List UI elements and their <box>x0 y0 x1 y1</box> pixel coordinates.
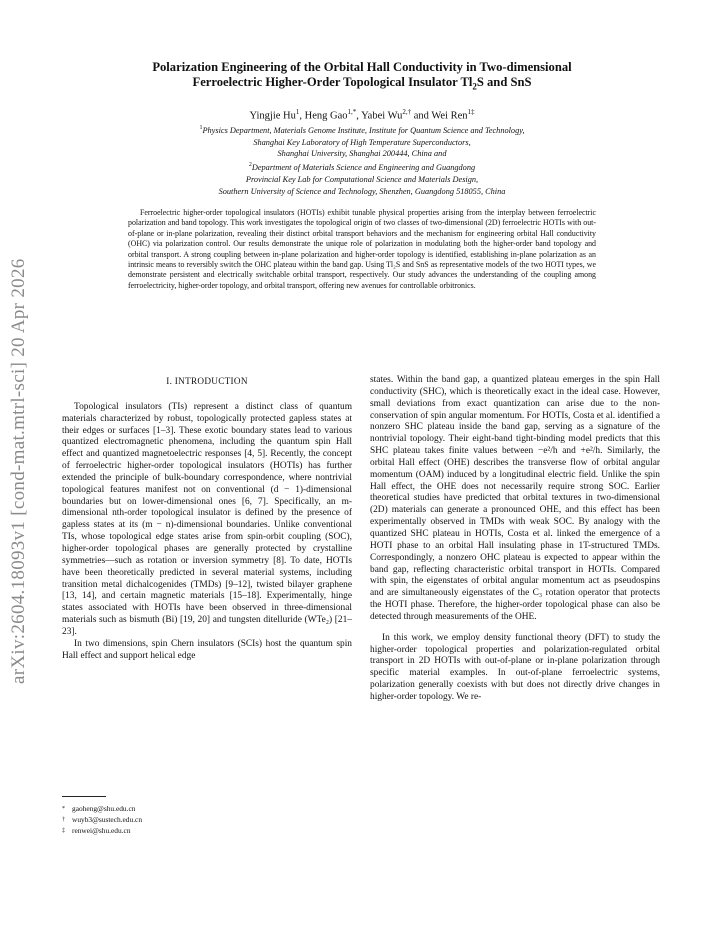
author-name: Yabei Wu <box>361 110 403 122</box>
section-heading: I. INTRODUCTION <box>166 376 248 386</box>
author-name: Heng Gao <box>304 110 348 122</box>
affiliation-line: $^2$Department of Materials Science and Engineering and Guangdong <box>248 162 476 172</box>
footnote: * gaoheng@shu.edu.cn <box>62 804 136 813</box>
author-list: Yingjie Hu$^1$, Heng Gao$^{1,*}$, Yabei $Wu^{2,\dagger}$ and Wei Ren$^{1\ddagger}$ <box>249 108 475 122</box>
footnotes <box>62 804 352 836</box>
affiliation-line: Provincial Key Lab for Computational Science and Materials Design, <box>245 174 479 184</box>
email-link[interactable]: renwei@shu.edu.cn <box>72 825 131 835</box>
paragraph: In this work, we employ density functional theory (DFT) to study the higher-order topological properties and polarization-regulated orbital transport in 2D HOTIs with out-of-plane or in-plane polarization through specific material examples. In out-of-plane ferroelectric systems, polarization generally coexists with but does not directly drive changes in higher-order topology. We re- <box>370 632 660 702</box>
author-name: Yingjie Hu <box>249 110 296 122</box>
arxiv-identifier: arXiv:2604.18093v1 [cond-mat.mtrl-sci] 20 Apr 2026 <box>8 258 29 684</box>
paragraph: Topological insulators (TIs) represent a distinct class of quantum materials characterized by robust, topologically protected gapless states at their edges or surfaces [1–3]. These exotic boundary states lead to various quantized electromagnetic phenomena, including the quantum spin Hall effect and quantized magnetoelectric responses [4, 5]. Recently, the concept of ferroelectric higher-order topological insulators (HOTIs) has further extended the principle of bulk-boundary correspondence, where nontrivial topological features manifest not on conventional (d − 1)-dimensional boundaries but on lower-dimensional ones [6, 7]. Specifically, an m-dimensional nth-order topological insulator is defined by the presence of gapless states at its (m − n)-dimensional boundaries. Unlike conventional TIs, whose topological edge states arise from spin-orbit coupling (SOC), higher-order topological phases are generally protected by crystalline symmetries—such as rotation or inversion symmetry [8]. To date, HOTIs have been theoretically predicted in several material systems, including transition metal dichalcogenides (TMDs) [9–12], twisted bilayer graphene [13, 14], and certain magnetic materials [15–18]. Experimentally, hinge states associated with HOTIs have been observed in three-dimensional materials such as bismuth (Bi) [19, 20] and tungsten ditelluride (WTe₂) [21–23]. <box>62 401 352 637</box>
affiliations <box>110 123 614 197</box>
footnote: ‡ renwei@shu.edu.cn <box>62 825 131 835</box>
affiliation-line: Shanghai Key Laboratory of High Temperature Superconductors, <box>253 137 471 147</box>
affiliation-line: $^1$Physics Department, Materials Genome Institute, Institute for Quantum Science and Technology, <box>199 125 525 135</box>
footnote: † wuyb3@sustech.edu.cn <box>62 814 143 824</box>
email-link[interactable]: wuyb3@sustech.edu.cn <box>72 814 143 824</box>
author-name: Wei Ren <box>431 110 468 122</box>
title-line-1: Polarization Engineering of the Orbital Hall Conductivity in Two-dimensional <box>152 60 572 74</box>
left-column <box>62 370 352 662</box>
paragraph: states. Within the band gap, a quantized plateau emerges in the spin Hall conductivity (SHC), which is theoretically exact in the ideal case. However, small deviations from exact quantization can arise due to the non-conservation of spin angular momentum. For HOTIs, Costa et al. identified a nonzero SHC plateau inside the band gap, serving as a signature of the nontrivial topology. Their eight-band tight-binding model predicts that this SHC plateau takes finite values between −e²/h and +e²/h. Similarly, the orbital Hall effect (OHE) describes the transverse flow of orbital angular momentum (OAM) induced by a longitudinal electric field. Unlike the spin Hall effect, the OHE does not necessarily require strong SOC. Earlier theoretical studies have predicted that orbital textures in two-dimensional (2D) materials can generate a pronounced OHE, and this effect has been experimentally observed in TMDs with weak SOC. By analogy with the quantized SHC plateau in HOTIs, Costa et al. linked the emergence of a HOTI phase to an orbital Hall insulating phase in 1T-structured TMDs. Correspondingly, a nonzero OHC plateau is expected to appear within the band gap, reflecting characteristic orbital transport in HOTIs. Compared with spin, the eigenstates of orbital angular momentum act as pseudospins and are simultaneously eigenstates of the C₃ rotation operator that protects the HOTI phase. Therefore, the higher-order topological phase can also be detected through measurements of the OHE. <box>370 375 660 622</box>
affiliation-line: Southern University of Science and Technology, Shenzhen, Guangdong 518055, China <box>218 186 506 196</box>
abstract: Ferroelectric higher-order topological insulators (HOTIs) exhibit tunable physical properties arising from the interplay between ferroelectric polarization and band topology. This work investigates the topological origin of two classes of two-dimensional (2D) ferroelectric HOTIs with out-of-plane or in-plane polarization, revealing their distinct orbital transport behaviors and the mechanism for engineering orbital Hall conductivity (OHC) via polarization control. Our results demonstrate the unique role of polarization in modulating both the higher-order band topology and orbital transport. A strong coupling between in-plane polarization and higher-order topology is identified, establishing in-plane polarization as an intrinsic means to reversibly switch the OHC plateau within the band gap. Using Tl₂S and SnS as representative models of the two HOTI types, we demonstrate persistent and electrically switchable orbital transport, respectively. Our study advances the understanding of the coupling among ferroelectricity, higher-order topology, and orbital transport, offering new avenues for controllable orbitronics. <box>128 208 596 290</box>
email-link[interactable]: gaoheng@shu.edu.cn <box>72 804 136 813</box>
affiliation-line: Shanghai University, Shanghai 200444, China and <box>277 149 447 159</box>
footnote-rule <box>62 796 106 797</box>
paragraph: In two dimensions, spin Chern insulators (SCIs) host the quantum spin Hall effect and support helical edge <box>62 638 352 661</box>
paper-title <box>70 60 654 95</box>
right-column <box>370 375 660 704</box>
title-line-2: Ferroelectric Higher-Order Topological Insulator $Tl_2S$ and SnS <box>192 75 532 92</box>
